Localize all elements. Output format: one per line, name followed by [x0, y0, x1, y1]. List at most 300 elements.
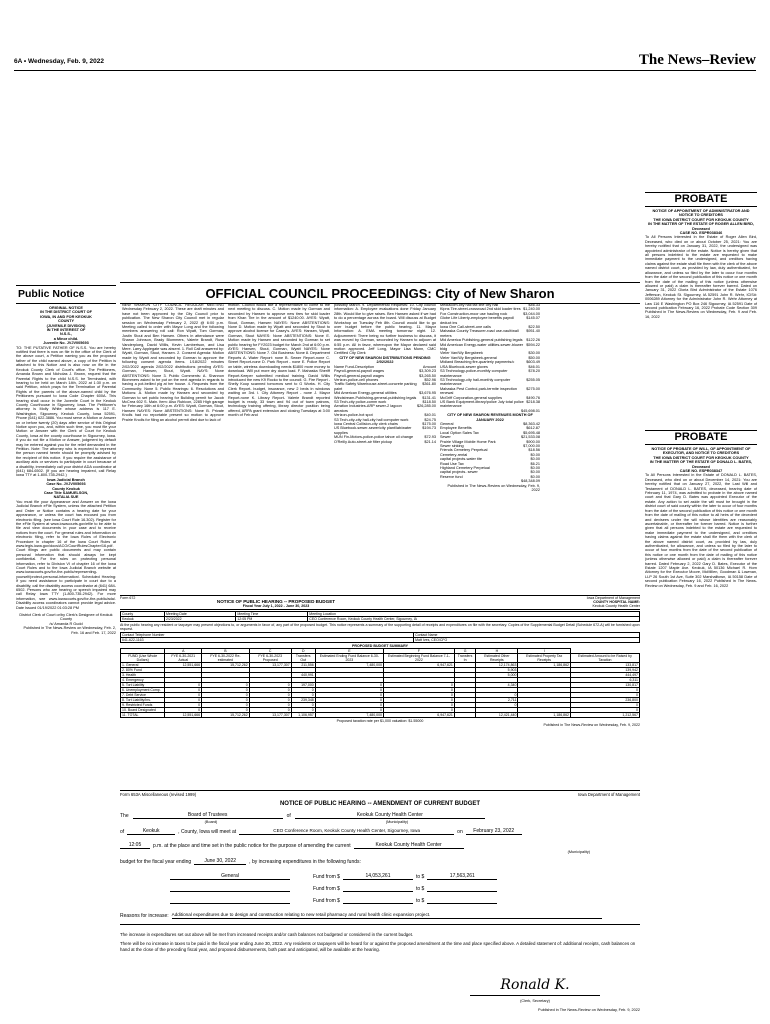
budget-cell: 13,177,307	[249, 663, 291, 668]
revenue-item-amount: $7,000.00	[523, 444, 540, 448]
budget-cell	[454, 713, 475, 718]
signoff-line: County Keokuk	[52, 486, 80, 491]
field-caption: (Municipality)	[385, 820, 409, 824]
distribution-item-amount: $3,676.95	[419, 391, 436, 396]
head-line: ORIGINAL NOTICE	[49, 306, 83, 310]
probate-notice-2	[645, 430, 757, 970]
col-letter: D	[291, 649, 315, 654]
budget-cell: 12,421,440	[476, 713, 518, 718]
budget-cell: 0	[291, 708, 315, 713]
distribution-item-amount: $951.40	[526, 329, 540, 334]
budget-cell: 0	[202, 693, 250, 698]
time-field: 12:05	[120, 842, 150, 849]
distribution-item-amount: $46.01	[528, 364, 540, 369]
distribution-item	[440, 369, 540, 378]
signoff-line: Case Title SAMUELSON,	[43, 491, 89, 496]
budget-cell: 1,186,862	[518, 713, 571, 718]
budget-cell: 0	[383, 698, 454, 703]
col-letter: I	[518, 649, 571, 654]
entity-value: Keokuk County Health Center	[592, 604, 640, 609]
distribution-item-label: S3 Technology-police-monthly computer maintenance	[440, 369, 508, 378]
meta-val: 2/23/2022	[164, 616, 235, 621]
clerk-line: Published in The News-Review on Wednesday, Feb. 2, Feb. 16 and Feb. 17, 2022	[23, 626, 116, 635]
fund-from-blank	[343, 897, 413, 904]
revenue-item-amount: $6.21	[530, 461, 540, 466]
budget-cell: 0	[249, 688, 291, 693]
table-row	[121, 663, 640, 668]
distribution-item-label: MUN Fin-Motors-police-police tahoe oil change	[334, 435, 414, 440]
form-subtitle: Fiscal Year July 1, 2022 - June 30, 2023	[242, 604, 310, 609]
distribution-item-label: Mid America Publishing-general publishing legals	[440, 338, 523, 343]
col-letter: C	[249, 649, 291, 654]
head-line: Juvenile No. JVJV005693	[43, 341, 89, 346]
budget-cell: 0	[249, 708, 291, 713]
probate-head: CASE NO. ESPR038346	[679, 231, 723, 236]
budget-cell: 12,551,666	[165, 663, 202, 668]
distribution-item-label: Mahaska Pest Control-park-termite inspection renewal	[440, 386, 518, 396]
line-text: budget for the fiscal year ending	[120, 859, 192, 865]
budget-cell: 211,556	[291, 663, 315, 668]
head-line: (JUVENILE DIVISION)	[46, 323, 86, 328]
distribution-item-label: Mahaska County Treasurer-road use-vault/wall meters	[440, 329, 519, 338]
distribution-item-amount: $3,044.00	[523, 311, 540, 316]
distribution-item	[440, 316, 540, 325]
budget-cell: 2,711	[476, 698, 518, 703]
budget-cell: 0	[315, 698, 383, 703]
field-caption: (Board)	[204, 820, 218, 824]
blank-line	[120, 919, 640, 925]
fund-name-field-blank	[170, 897, 290, 904]
proposed-budget-form	[120, 595, 640, 785]
distribution-item-label: Mid American Energy-general utilities	[334, 391, 397, 396]
distribution-item-label: USA Bluebook-sewer gloves	[440, 364, 488, 369]
entity-label: COUNTY HOSPITAL NAME:	[593, 600, 640, 605]
distribution-item-amount: $122.26	[526, 338, 540, 343]
form-note: At the public hearing any resident or taxpayer may present objections to, or arguments in favor of, any part of the proposed budget. This notice represents a summary of the supporting detail of receipts and expenditures on file with the secretary. Copies of the Supplemental Budget Detail (Schedule 672-A) will be furnished upon request.	[120, 622, 640, 631]
distribution-item-amount: $490.76	[526, 395, 540, 400]
clerk-line: District Clerk of Court or/by Clerk's Designee of Keokuk County	[19, 613, 113, 622]
clerk-line: /s/ Amanda R Gudd	[49, 621, 83, 626]
probate-head: IN THE MATTER OF THE ESTATE OF DONALD L. BATES, Deceased	[649, 460, 753, 469]
council-text: motion. Council would like a representative to come to the next meeting to discuss. C. Motion made by Gorman and seconded by Hansen to approve new tires for skid loader from Khan Tire in the amount of $1240.00. AYES: Wyatt, Stout, Gorman, Hansen NAYES: None ABSTENTIONS: None D. Motion made by Wyatt and seconded by Stout to approve alcohol license for Casey's. AYES: Hansen, Wyatt, Gorman, Stout NAYES: None ABSTENTIONS: None E. Motion made by Hansen and seconded by Gorman to set public hearing for FY2023 budget for March 2nd at 6:00 p.m. AYES: Hansen, Stout, Gorman, Wyatt NAYES: None ABSTENTIONS: None 7. Old Business: None 8. Department Reports A. Water Report: none B. Sewer Report-none C. Street Report-none D. Park Report - none E. Police Report on table, wireless downloading needs $1800 more money to download. Will put more dry down load. F. Mahaska Sheriff Report-Keeper submitted medical training. David Willis introduced the new K9 Rocko to the council. G. Fire Report - Shelly Koop scanned tomorrow sent to G Works. H. City Clerk Report- budget, insurance, new 2 beds in windows waiting on 3rd. I. City Attorney Report - none J. Mayor Report-none K. Library Report- Valerie Brandt reported budget is ready, 33 town and 94 out of town patrons, technology training offering, library director position being offered, ARPA grant extension and closing Tuesdays at 3:00 month of Feb and	[228, 303, 330, 418]
budget-cell: 13,177,307	[249, 713, 291, 718]
distribution-item-label: S3 Tech-city police-comm work	[334, 399, 387, 404]
probate-head: THE IOWA DISTRICT COURT FOR KEOKUK COUNTY	[653, 455, 749, 460]
distribution-item-label: Windstream-Publishing-general-publishing legals	[334, 395, 417, 400]
clerk-signature: Ronald K.	[500, 977, 570, 993]
public-notice-title: Public Notice	[18, 288, 85, 300]
budget-cell: 7,480,000	[315, 663, 383, 668]
budget-cell: 11. TOTAL	[121, 713, 165, 718]
probate-head: NOTICE OF APPOINTMENT OF ADMINISTRATOR AND NOTICE TO CREDITORS	[652, 209, 750, 218]
col-letter: F	[383, 649, 454, 654]
budget-cell: 0	[476, 703, 518, 708]
budget-cell: 5. Tort Liability	[121, 683, 165, 688]
budget-cell: 0	[202, 703, 250, 708]
form-title: NOTICE OF PUBLIC HEARING -- AMENDMENT OF CURRENT BUDGET	[279, 801, 481, 807]
budget-cell: 8. Tort Liability/Ins.	[121, 698, 165, 703]
budget-amendment-form	[120, 790, 640, 1015]
probate-title: PROBATE	[645, 430, 757, 445]
line-text: , County, Iowa will meet at	[178, 829, 237, 835]
distribution-item-amount: $45,698.01	[520, 408, 540, 413]
probate-notice-1	[645, 192, 757, 422]
budget-cell: 130,817	[570, 683, 639, 688]
distribution-item-label: Mid American Energy-water utilities-sewer-blower bldg	[440, 342, 524, 352]
budget-cell: 7. Debt Service	[121, 693, 165, 698]
probate-head: IN THE MATTER OF THE ESTATE OF ROGER ALLEN BIRD, Deceased	[648, 222, 754, 231]
budget-cell: 0	[315, 703, 383, 708]
budget-cell: 7,480,000	[315, 713, 383, 718]
budget-column-header: Transfers In	[454, 654, 475, 663]
distribution-item-amount: $21.14	[424, 439, 436, 444]
meta-head: Meeting Time	[236, 611, 308, 616]
board-field: Board of Trustees	[133, 812, 283, 819]
revenue-item-label: capital projects- sewer	[440, 470, 478, 475]
amendment-para-2: There will be no increase in taxes to be paid in the fiscal year ending June 30, 2022. Any residents or taxpayers will be heard for or against the proposed amendment at the time and place specified above. A detailed statement of: additional receipts, cash balances on hand at the close of the preceding fiscal year, and proposed disbursements, both past and anticipated, will be available at the hearing.	[120, 941, 636, 952]
distribution-item-label: S3 Tech-city-city hall-city hall computer work	[334, 417, 409, 422]
budget-cell: 3. Health	[121, 673, 165, 678]
budget-cell: 197,000	[291, 683, 315, 688]
distribution-item-label: Midland Breaching fire-quarterly payments/c	[440, 360, 515, 365]
budget-cell: 0	[476, 693, 518, 698]
meta-val: Keokuk	[121, 616, 165, 621]
fund-to-label: to $	[415, 886, 425, 892]
contact-label: Contact Name	[414, 633, 640, 638]
head-line: IN THE DISTRICT COURT OF	[40, 310, 92, 315]
budget-cell: 236,800	[570, 698, 639, 703]
probate-head: THE IOWA DISTRICT COURT FOR KEOKUK COUNTY	[653, 217, 749, 222]
meeting-table	[120, 611, 640, 622]
form1-published: Published in The News-Review on Wednesday, Feb. 9, 2022	[543, 723, 640, 728]
meta-head: County	[121, 611, 165, 616]
field-caption: (Municipality)	[567, 850, 590, 854]
distribution-item-amount: $175.00	[422, 421, 436, 426]
distribution-item-amount: $22.50	[528, 325, 540, 330]
revenue-item-amount: $8,363.42	[523, 421, 540, 426]
municipality-field: Keokuk County Health Center	[354, 842, 464, 849]
distribution-item-label: US Bank Equipment-library/police July total police maintenance	[440, 399, 524, 409]
signature-line	[470, 995, 600, 996]
distribution-item-amount: $594.22	[526, 342, 540, 347]
distribution-item-amount: $40.01	[424, 413, 436, 418]
signoff-line: NATALIA SUE	[53, 495, 79, 500]
budget-cell: 0	[202, 688, 250, 693]
budget-cell: 1,186,862	[518, 663, 571, 668]
form2-published: Published in The News-Review on Wednesday, Feb. 9, 2022	[538, 1008, 640, 1012]
budget-cell: 0	[383, 703, 454, 708]
distribution-item-amount: $194.73	[422, 426, 436, 431]
budget-cell: 0	[249, 693, 291, 698]
revenue-item-amount: $5,695.48	[523, 430, 540, 435]
notice-body: TO: THE PUTATIVE FATHER OF N.S.S. You are hereby notified that there is now on file in the office of the Clerk of the above court, a Petition naming you as the proposed father of the child named above, a copy of the Petition is attached to this Notice and is also now on file in the Keokuk County Clerk of Court's office. The Petitioners, Amanda Brown and Nicholas J. Brown, request that the Parental Rights to the child N.S.S. be Terminated, with hearing to be held on March 14th, 2022 at 1:30 p.m. on said Petition, which prays for the Termination of Parental Rights of the parents of the above-named child by the Petitioners pursuant to Iowa Code Chapter 600A. This hearing shall occur in the Juvenile Court in the Keokuk County Courthouse in Sigourney, Iowa. The Petitioner's attorney is Molly White whose address is 117 E. Washington, Sigourney, Keokuk County, Iowa 52591, Phone (641) 622-3886. You must serve a Motion or Answer on or before twenty (20) days after service of this Original Notice upon you, and, within such time, you must file your Motion or Answer with the Clerk of Court for Keokuk County, Iowa at the county courthouse in Sigourney, Iowa. If you do not file a Motion or Answer, judgment by default may be entered against you for the relief demanded in the Petition. Note: The attorney who is expected to represent the person named herein should be promptly advised by the recipient of this notice. If you require the assistance of auxiliary aids or services to participate in court because of a disability, immediately call your district ADA coordinator at (641) 684-6502. (If you are hearing impaired, call Relay Iowa TTY at 1-800-735-2942.)	[16, 345, 116, 478]
fund-to-value: 17,563,261	[427, 873, 497, 880]
distribution-item-amount: $30.00	[528, 351, 540, 356]
contact-value: 641-622-1163	[121, 638, 414, 643]
budget-cell: 0	[383, 708, 454, 713]
page-date-label: 6A • Wednesday, Feb. 9, 2022	[14, 58, 104, 65]
reasons-label: Reasons for increase:	[120, 913, 169, 919]
budget-cell: 0	[570, 708, 639, 713]
budget-cell: 5,903	[476, 668, 518, 673]
budget-cell: 1. General	[121, 663, 165, 668]
heads	[16, 306, 116, 346]
budget-cell: 4. Emergency	[121, 678, 165, 683]
distribution-item-label: Aeration Industries-ARP sewer-2 lagoon aerators	[334, 404, 402, 413]
budget-cell: 440,991	[291, 673, 315, 678]
budget-cell: 139,942	[570, 668, 639, 673]
meta-val: 12:05 PM	[236, 616, 308, 621]
budget-cell: 0	[202, 683, 250, 688]
budget-cell: 0	[315, 693, 383, 698]
revenue-item-label: Local Option Sales Tax	[440, 430, 479, 435]
council-text: NEW SHARON CITY COUNCIL REGULAR MEETING Wednesday February 2, 2022. These are draft minutes and have not been approved by the City Council prior to publication. The New Sharon City Council met in regular session on Wednesday February 2, 2022 @ 6:00 p.m. Meeting called to order with Mayor Long and the following members answering roll call: Ron Wyatt, Tom Gorman, Justin Stout and Ben Hansen. Others in attendance were Sharon Johnson, Brady Blommers, Valerie Brandt, Russ Vanderploeg, David Willis, Kevin Lambertson, and Lisa Mere. Larry Applegate was absent. 1. Roll Call answered by: Wyatt, Gorman, Stout, Hansen. 2. Consent Agenda: Motion made by Wyatt and seconded by Gorman to approve the following consent agenda items. 1/18/2022 minutes 2/02/2022 agenda 2/02/2022 distributions pending AYES: Gorman, Hansen, Stout, Wyatt. NAYS: None ABSTENTIONS: None 3. Public Comments: A. Shannon Blommers asked to be put on the next agenda in regards to having a pot-bellied pig at her house. 4. Requests from the Community: None 5. Public Hearings: 6. Resolutions and Motions: A. Motion made by Hansen and seconded by Gorman to set public hearing for Building permit for Jacob McCrea 602 S. Main. Item: Also Rubicon, 2285 High garage for February 16th at 6:00 p.m. AYES: Wyatt, Gorman, Stout, Hansen NAYES: None ABSTENTIONS: None B. Private Knolls had no reportable present so motion to approve Prairie Knolls for filing an alcohol permit died due to lack of	[122, 303, 224, 422]
fund-to-blank	[427, 885, 497, 892]
levy-value: 1.55000	[410, 719, 424, 724]
budget-cell: 0	[202, 698, 250, 703]
location-field: CEO Conference Room, Keokuk County Health Center, Sigourney, Iowa	[239, 828, 454, 835]
budget-cell: 0	[165, 698, 202, 703]
budget-cell: 6,311	[570, 678, 639, 683]
distribution-item-amount: $3,265.50	[419, 373, 436, 378]
revenue-item-amount: $21,533.08	[520, 435, 540, 440]
distribution-item-amount: $131.41	[422, 395, 436, 400]
revenue-item-label: Sewer	[440, 435, 451, 440]
revenue-item-label: Friends Cemetery Perpetual	[440, 448, 488, 453]
revenue-item-amount: $0.00	[530, 457, 540, 462]
budget-cell: 1,212,567	[570, 713, 639, 718]
fiscal-year-field: June 30, 2022	[194, 858, 246, 865]
signature-caption: (Clerk, Secretary)	[520, 999, 550, 1003]
distribution-item-label: Iowa One Call-street-one calls	[440, 325, 491, 330]
budget-cell: 0	[291, 693, 315, 698]
budget-column-header: Transfers Out	[291, 654, 315, 663]
fund-from-value: 14,053,261	[343, 873, 413, 880]
probate-title: PROBATE	[645, 192, 757, 207]
distribution-item-label: Vieler Van/Wy Bergsbeek	[440, 351, 483, 356]
revenue-item-label: General	[440, 421, 454, 426]
line-text: of	[120, 829, 125, 835]
budget-cell: 0	[165, 708, 202, 713]
masthead-title: The News–Review	[638, 52, 756, 68]
budget-cell: 15,712,262	[202, 713, 250, 718]
distribution-item-label: Vieler Van/Wy Bergsbeek-general	[440, 355, 497, 360]
head-line: a Minor child.	[53, 336, 79, 341]
public-notice-title-bar	[16, 285, 116, 304]
budget-cell: 15,712,262	[202, 663, 250, 668]
fund-from-label: Fund from $	[313, 886, 340, 892]
distribution-item-label: US Bluebook-sewer-sewer/city plant/lab/water supplies	[334, 426, 412, 435]
budget-cell: 444,497	[570, 673, 639, 678]
fund-to-label: to $	[415, 874, 425, 880]
budget-cell: 0	[383, 693, 454, 698]
budget-column-header: Estimated Beginning Fund Balance 7-1-2022	[383, 654, 454, 663]
budget-cell: 0	[165, 688, 202, 693]
distribution-item-label: Name Fund-Description	[334, 364, 375, 369]
col-letter: E	[315, 649, 383, 654]
revenue-item-amount: $900.00	[526, 439, 540, 444]
table-row	[121, 713, 640, 718]
budget-cell: 0	[165, 683, 202, 688]
revenue-item-amount: $0.00	[530, 470, 540, 475]
budget-column-header: FYE 6-30-2022 Re-estimated	[202, 654, 250, 663]
fund-from-blank	[343, 885, 413, 892]
budget-column-header: FYE 6-30-2021 Actual	[165, 654, 202, 663]
budget-summary-table	[120, 648, 640, 718]
distribution-item	[440, 400, 540, 409]
amendment-para-1: The increase in expenditures set out above will be met from increased receipts and/or cash balances not budgeted or considered in the current budget.	[120, 932, 414, 937]
contact-table	[120, 632, 640, 643]
budget-cell: 5,000	[476, 673, 518, 678]
line-text: , by increasing expenditures in the following funds:	[249, 859, 361, 865]
distribution-item-label: Payroll-general-payroll wages	[334, 373, 385, 378]
reasons-field: Additional expenditures due to design and construction relating to new retail pharmacy and rural health clinic expansion project.	[172, 912, 602, 919]
budget-cell: 6. Unemployment Comp.	[121, 688, 165, 693]
revenue-item-label: Sewer sinking	[440, 444, 464, 448]
contact-value: Matt Ives, CEO/CFO	[414, 638, 640, 643]
distribution-item-amount: $26,285.00	[416, 404, 436, 409]
budget-cell: 0	[165, 693, 202, 698]
revenue-item-label: Employee Benefits	[440, 426, 472, 431]
budget-cell: 1,106,957	[291, 713, 315, 718]
distribution-item-amount: $50.00	[528, 355, 540, 360]
budget-cell: 0	[165, 703, 202, 708]
budget-cell: 9. Restricted Funds	[121, 703, 165, 708]
head-line: IOWA, IN AND FOR KEOKUK	[40, 314, 92, 319]
distribution-item-amount: $118.50	[422, 399, 436, 404]
budget-column-header: Estimated Other Receipts	[476, 654, 518, 663]
council-published: Published in The News-Review on Wednesday, Feb. 9, 2022	[447, 483, 540, 493]
public-notice-column	[16, 285, 116, 965]
distribution-item-amount: $255.05	[526, 377, 540, 382]
budget-caption: PROPOSED BUDGET SUMMARY	[352, 644, 408, 649]
revenue-item-amount: $0.00	[530, 466, 540, 471]
distribution-item	[440, 343, 540, 352]
col-letter: B	[202, 649, 250, 654]
distribution-item	[440, 329, 540, 338]
revenue-item-amount: $0.00	[530, 474, 540, 479]
revenues-heading: CITY OF NEW SHARON REVENUES MONTH OF JANUARY 2022	[447, 413, 533, 422]
form-dept: Iowa Department of Management	[577, 792, 640, 797]
distribution-item-label: O'Reilly Auto-street-air filter pickup	[334, 439, 393, 444]
probate-head: NOTICE OF PROBATE OF WILL, OF APPOINTMENT OF EXECUTOR, AND NOTICE TO CREDITORS	[651, 447, 751, 456]
council-text: possibly March. 9. Departmental Requests: 10. City council information: A. Employee evaluations done Friday January 28th. Would like to give raises. Ben Hansen asked if we had to do a percentage across the board. Will discuss at Budget Workshop on Tuesday Feb 8th. Council would like to go over budget before the public hearing. 11. Mayor Information: A. EMA meeting tomorrow night. 12. Adjournment: There being no further business to discuss, it was moved by Gorman, seconded by Hansen to adjourn at 6:55 p.m. All in favor, whereupon the Mayor declared said motion approved. Jeff Long, Mayor Lisa Munn, CMC Certified City Clerk	[334, 303, 436, 356]
distribution-item-label: Verizon-police-cell phones	[334, 377, 379, 382]
distribution-item-amount: $603.49	[526, 360, 540, 365]
council-col-2	[228, 303, 330, 593]
municipality-field: Keokuk County Health Center	[295, 812, 485, 819]
distribution-item-label: Globe Life Liberty-employee benefits payroll deduct ins	[440, 316, 515, 325]
distribution-item-amount: $46.33	[528, 303, 540, 307]
council-col-1	[122, 303, 224, 593]
council-proceedings-title: OFFICIAL COUNCIL PROCEEDINGS: City of New Sharon	[120, 282, 640, 304]
distribution-item	[440, 378, 540, 387]
probate-body: To All Persons Interested in the Estate of Roger Allen Bird, Deceased, who died on or about October 25, 2021: You are hereby notified that on January 31, 2022, the undersigned was appointed administrator of the estate. Notice is hereby given that all persons indebted to the estate are requested to make immediate payment to the undersigned, and creditors having claims against the estate shall file them with the clerk of the above named district court, as provided by law, duly authenticated, for allowance, and unless so filed by the later to occur four months from the date of the second publication of this notice or one month from the date of the mailing of this notice (unless otherwise allowed or paid) a claim is thereafter forever barred. Dated on January 31, 2022 Gloria Bird Administrator of the Estate 1076 Jefferson, Keokuk St. Sigourney, IA 52591 John R. Wehr, ICIS#: 0006289 Attorney for the Administrator John R. Wehr Attorney at Law 116 E Washington PO Box 246 Sigourney, IA 52591 Date of second publication February 16, 2022 Probate Code Section 309 Published in The News-Review on Wednesday, Feb. 9 and Feb. 16, 2022	[645, 235, 757, 319]
col-letter: A	[165, 649, 202, 654]
line-text: The	[120, 813, 129, 819]
revenue-item-amount: $0.00	[530, 452, 540, 457]
budget-cell: 0	[315, 683, 383, 688]
col-letter: G	[454, 649, 475, 654]
budget-column-header: Estimated Property Tax Receipts	[518, 654, 571, 663]
date-field: February 23, 2022	[466, 828, 522, 835]
distribution-item	[440, 387, 540, 396]
revenues-list	[440, 422, 540, 484]
council-col-4	[440, 303, 540, 593]
signoff-line: Case No. JVJV005693	[46, 482, 86, 487]
fund-name-field-blank	[170, 885, 290, 892]
distribution-item-amount: $145.07	[526, 316, 540, 321]
distribution-item-label: S3 Technology-city hall-monthly computer maintenance	[440, 377, 511, 387]
budget-cell: 0	[570, 703, 639, 708]
distribution-item-label: Mediacom-city hall fax line city hall	[440, 303, 499, 307]
meta-head: Meeting Date	[164, 611, 235, 616]
revenue-item-label: Highland Cemetery Perpetual	[440, 466, 490, 471]
budget-cell: 0	[249, 703, 291, 708]
col-letter: H	[476, 649, 518, 654]
county-field: Keokuk	[127, 828, 175, 835]
levy-label: Proposed taxation rate per $1,000 valuation: $	[336, 719, 411, 724]
revenue-item-label: Road Use Tax	[440, 461, 464, 466]
distribution-item-amount: $72.93	[424, 435, 436, 440]
distribution-item	[334, 426, 436, 435]
form-title: NOTICE OF PUBLIC HEARING -- PROPOSED BUDGET	[216, 599, 336, 605]
budget-column-header: Estimated Amount to be Raised by Taxation	[570, 654, 639, 663]
distribution-item-label: Payroll-general-payroll wages	[334, 369, 385, 374]
budget-cell: 10. Board Designated	[121, 708, 165, 713]
fund-to-label: to $	[415, 898, 425, 904]
budget-cell: 239,348	[291, 698, 315, 703]
distribution-item-label: Kipns Tire-street-crossroad 2nd skid loader tires	[440, 307, 521, 312]
fund-from-label: Fund from $	[313, 898, 340, 904]
distribution-item-amount: $1,240.00	[523, 307, 540, 312]
budget-cell: 0	[249, 698, 291, 703]
notice-body-2: You must file your Appearance and Answer on the Iowa Judicial Branch eFile System, unless the attached Petition and Order or Notice contains a hearing date for your appearance, or unless the court has excused you from electronic filing. (see Iowa Court Rule 16.302). Register for the eFile System at www.iowacourts.gov/efile to be able to file and view documents in your case and to receive notices from the court. For general rules and information on electronic filing, refer to the Iowa Rules of Electronic Procedure in chapter 16 of the Iowa Court Rules at www.legis.iowa.gov/docs/ACO/CourtRulesChapter/16.pdf. Court filings are public documents and may contain personal information that should always be kept confidential. For the rules on protecting personal information, refer to Division VI of chapter 16 of the Iowa Court Rules and to the Iowa Judicial Branch website at www.iowacourts.gov/for-the-public/representing-yourself/protect-personal-information/. Scheduled Hearing: If you need assistance to participate in court due to a disability, call the disability access coordinator at (641) 684-6502. Persons who are hearing or speech impaired may call Relay Iowa TTY (1-800-735-2942). For more information, see www.iowacourts.gov/for-the-public/ada/. Disability access coordinators cannot provide legal advice. Date Issued 01/19/2022 01:03:28 PM	[16, 499, 116, 610]
meta-val: CEO Conference Room, Keokuk County Health Center, Sigourney, IA	[308, 616, 640, 621]
distribution-item-amount: Amount	[422, 364, 436, 369]
signoff-line: Iowa Judicial Branch	[47, 477, 85, 482]
form-number: Form 653A Miscellaneous (revised 1999)	[120, 792, 197, 797]
distribution-item-amount: $24.75	[424, 417, 436, 422]
budget-cell: 0	[570, 693, 639, 698]
budget-cell: 2. 80% Fund	[121, 668, 165, 673]
distribution-item-amount: $361.80	[422, 382, 436, 387]
distribution-item-amount: $218.38	[526, 399, 540, 404]
distribution-item-label: Fox Construction-moor use hauling rock	[440, 311, 508, 316]
distribution-item-label: Verizon-police-hot spot	[334, 413, 373, 418]
revenue-item-amount: $612.87	[526, 426, 540, 431]
header-rule	[14, 70, 756, 71]
budget-cell: 133,817	[570, 663, 639, 668]
probate-body: To All Persons Interested in the Estate of DONALD L. BATES, Deceased, who died on or about December 14, 2021: You are hereby notified that on January 27, 2022, the Last Will and Testament of DONALD L. BATES, deceased, bearing date of February 11, 1974, was admitted to probate in the above named court and that Gary D. Bates was appointed Executor of the estate. Any action to set aside the will must be brought in the district court of said county within the later to occur of four months from the date of the second publication of this notice or one month from the date of mailing of this notice to all heirs of the decedent and devisees under the will whose identities are reasonably ascertainable, or thereafter be forever barred. Notice is further given that all persons indebted to the estate are requested to make immediate payment to the undersigned, and creditors having claims against the estate shall file them with the clerk of the above named district court, as provided by law, duly authenticated, for allowance, and unless so filed by the later to occur of four months from the date of the second publication of this notice or one month from the date of mailing of this notice (unless otherwise allowed or paid) a claim is thereafter forever barred. Dated February 2, 2022 Gary D. Bates, Executor of the Estate 1207 Maple Ave. Keokuk, IA 50136 Michael R. Horn Attorney for the Executor Moore, McMillen, Goodman & Lowman, LLP 26 South 1st Ave, Suite 302 Marshalltown, IA 50158 Date of second publication February 16, 2022 Published in The News-Review on Wednesday, Feb. 9 and Feb. 16, 2022	[645, 473, 757, 588]
line-text: on	[457, 829, 463, 835]
head-line: COUNTY	[57, 319, 75, 324]
distribution-item	[334, 404, 436, 413]
head-line: N.S.S.,	[59, 332, 73, 337]
revenue-item-label: capital projects-water tite	[440, 457, 482, 462]
line-text: of	[286, 813, 291, 819]
fund-to-blank	[427, 897, 497, 904]
distribution-item-amount: $275.00	[526, 386, 540, 391]
budget-cell: 6,947,621	[383, 663, 454, 668]
form-dept: Iowa Department of Management	[586, 596, 640, 600]
fund-name-field: General	[170, 873, 290, 880]
contact-label: Contact Telephone Number	[121, 633, 414, 638]
distribution-item-amount: $3,309.23	[419, 369, 436, 374]
budget-cell: 0	[202, 708, 250, 713]
revenue-item-label: Reserve fund	[440, 474, 463, 479]
council-col-3	[334, 303, 436, 593]
